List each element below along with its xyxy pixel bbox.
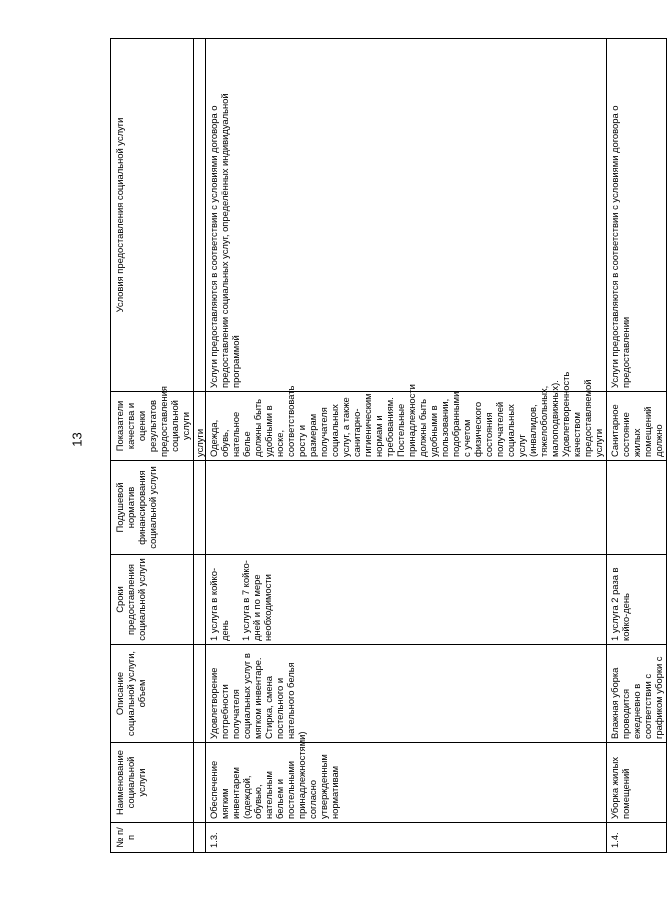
header-description: Описание социальной услуги, объем [111,645,194,743]
header-quality: Показатели качества и оценки результатов предоставления социальной услуги [111,392,194,461]
row-quality: Одежда, обувь, нательное белье должны быть удобными в носке, соответствовать росту и размерам получателя социальных услуг, а также санитарно-гигиеническим нормам и требованиям. Постельные принадлежности должны быть удобными в пользовании, подобранными с учетом физического состояния получателей социальных услуг (инвалидов, тяжелобольных, малоподвижных). Удовлетворенность качеством предоставляемой услуги [206,392,607,461]
row-conditions: Услуги предоставляются в соответствии с условиями договора о предоставлении социальных услуг, определённых индивидуальной программой [206,39,607,392]
row-term: 1 услуга 2 раза в койко-день [607,555,667,645]
row-norm [206,461,607,555]
row-num: 1.3. [206,823,607,853]
header-name: Наименование социальной услуги [111,743,194,823]
row-quality: Санитарное состояние жилых помещений должно [607,392,667,461]
row-description [206,645,607,743]
continuation-row [194,39,206,853]
row-num: 1.4. [607,823,667,853]
rotated-table-container [110,38,664,853]
table-row [206,39,607,853]
description-part-1: Удовлетворение потребности получателя социальных услуг в мягком инвентаре. [208,653,263,739]
term-part-1: 1 услуга в койко-день [208,567,230,641]
description-part-2: Стирка, смена постельного и нательного белья [263,662,296,739]
header-term: Сроки предоставления социальной услуги [111,555,194,645]
header-norm: Подушевой норматив финансирования социальной услуги [111,461,194,555]
table-row [607,39,667,853]
header-conditions: Условия предоставления социальной услуги [111,39,194,392]
page-number: 13 [69,432,85,447]
row-conditions: Услуги предоставляются в соответствии с условиями договора о предоставлении [607,39,667,392]
continuation-text: услуги [194,392,206,461]
row-description: Влажная уборка проводится ежедневно в соответствии с графиком уборки с [607,645,667,743]
row-name: Обеспечение мягким инвентарем (одеждой, обувью, нательным бельем и постельными принадлежностями) согласно утвержденным нормативам [206,743,607,823]
social-services-table [110,38,667,853]
term-part-2: 1 услуга в 7 койко-дней и по мере необходимости [240,560,273,641]
row-name: Уборка жилых помещений [607,743,667,823]
table-header-row [111,39,194,853]
header-num: № п/п [111,823,194,853]
row-term [206,555,607,645]
row-norm [607,461,667,555]
services-table-wrapper [110,38,664,853]
